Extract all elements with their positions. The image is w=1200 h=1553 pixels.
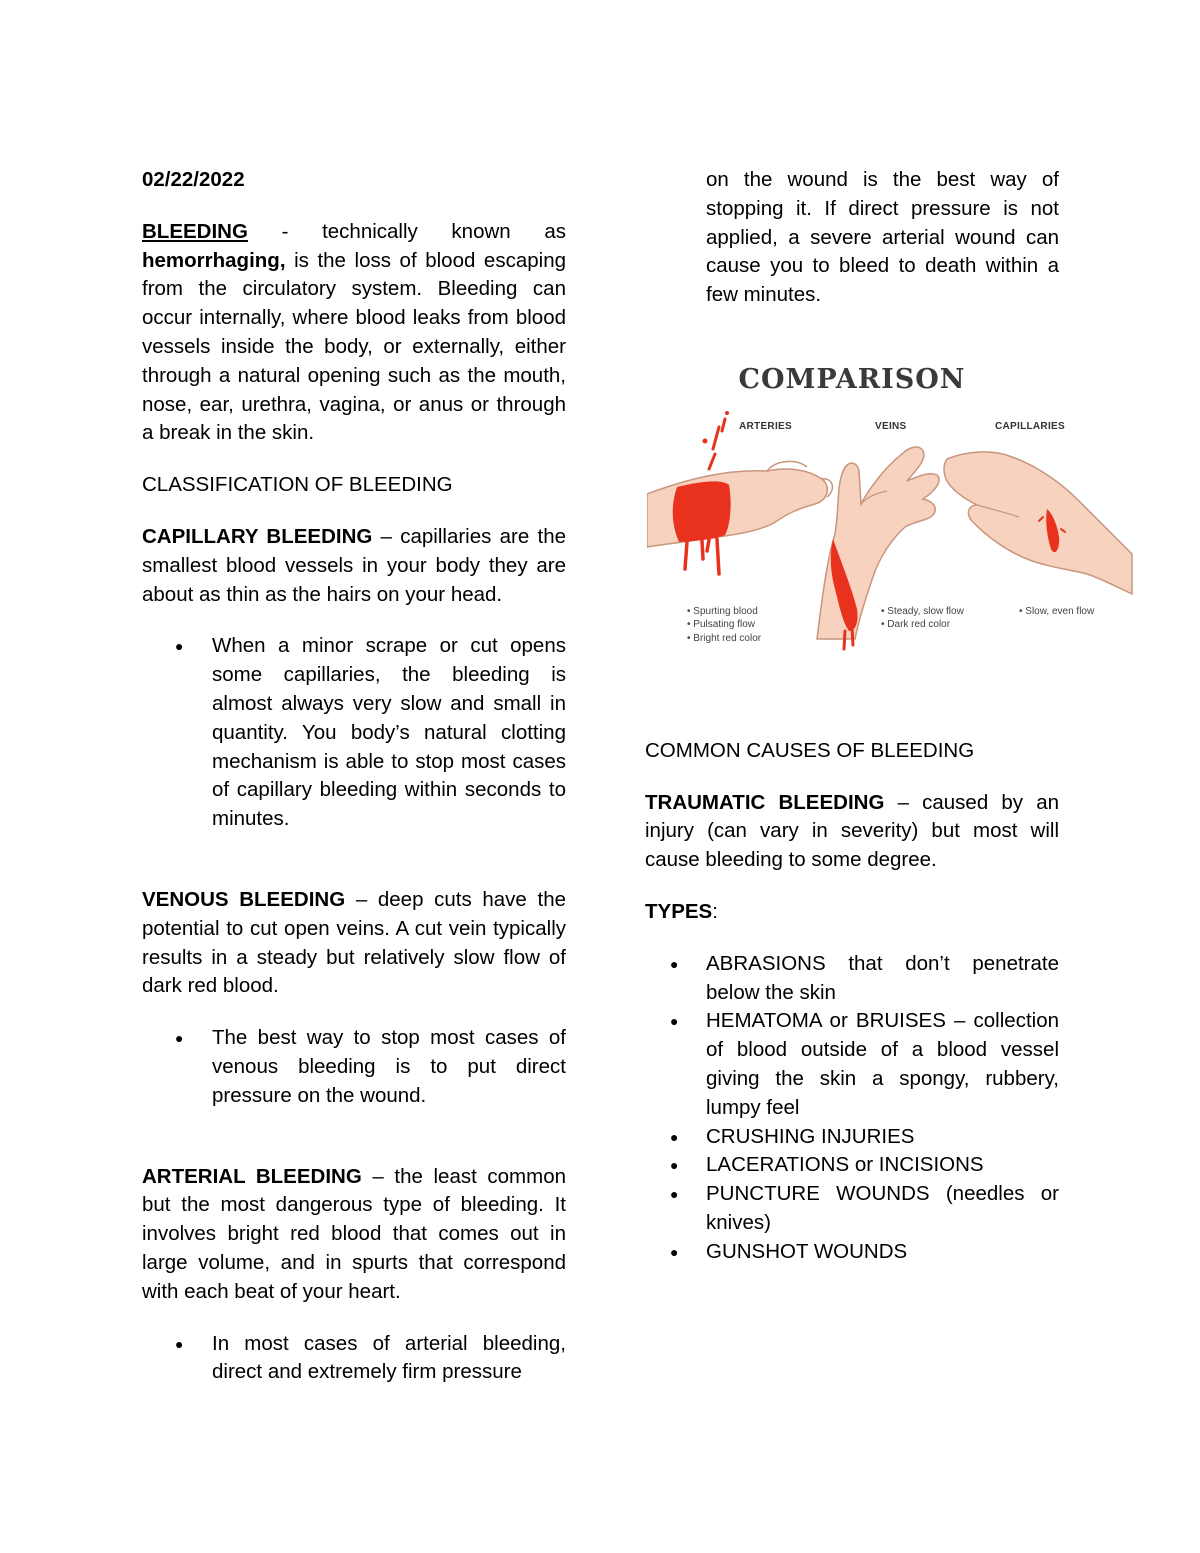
note-line: • Pulsating flow <box>687 619 755 631</box>
note-line: • Spurting blood <box>687 605 758 617</box>
list-item: ● PUNCTURE WOUNDS (needles or knives) <box>645 1180 1059 1238</box>
list-item: ● CRUSHING INJURIES <box>645 1123 1059 1152</box>
veins-notes <box>881 605 964 632</box>
traumatic-paragraph: TRAUMATIC BLEEDING – caused by an injury (can vary in severity) but most will cause bleeding to some degree. <box>645 790 1059 872</box>
arteries-blood <box>673 481 731 542</box>
classification-heading: CLASSIFICATION OF BLEEDING <box>142 473 453 497</box>
venous-paragraph: VENOUS BLEEDING – deep cuts have the potential to cut open veins. A cut vein typically results in a steady but relatively slow flow of dark red blood. <box>142 887 566 998</box>
capillaries-hand <box>944 452 1132 594</box>
causes-heading: COMMON CAUSES OF BLEEDING <box>645 738 975 762</box>
document-date: 02/22/2022 <box>142 168 245 191</box>
types-list <box>645 950 1059 1267</box>
comparison-figure <box>647 409 1137 659</box>
list-item: ● ABRASIONS that don’t penetrate below the skin <box>645 950 1059 1008</box>
arterial-paragraph: ARTERIAL BLEEDING – the least common but the most dangerous type of bleeding. It involves bright red blood that comes out in large volume, and in spurts that correspond with each beat of your heart. <box>142 1164 566 1303</box>
venous-bullet-list <box>142 1024 566 1110</box>
types-heading: TYPES: <box>645 899 718 923</box>
note-line: • Dark red color <box>881 619 951 631</box>
right-column <box>645 166 1095 1267</box>
capillaries-notes <box>1019 605 1094 619</box>
list-item: ● LACERATIONS or INCISIONS <box>645 1151 1059 1180</box>
list-item: ● The best way to stop most cases of venous bleeding is to put direct pressure on the wound. <box>142 1024 566 1110</box>
veins-label: VEINS <box>875 420 907 432</box>
list-item: ● In most cases of arterial bleeding, direct and extremely firm pressure <box>142 1330 566 1388</box>
figure-title: COMPARISON <box>738 363 966 395</box>
note-line: • Slow, even flow <box>1019 605 1095 617</box>
list-item: ● When a minor scrape or cut opens some capillaries, the bleeding is almost always very slow and small in quantity. You body’s natural clotting mechanism is able to stop most cases of capillary bleeding within seconds to minutes. <box>142 632 566 834</box>
arteries-label: ARTERIES <box>739 420 792 432</box>
capillary-paragraph: CAPILLARY BLEEDING – capillaries are the smallest blood vessels in your body they are about as thin as the hairs on your head. <box>142 524 566 606</box>
bleeding-term: BLEEDING <box>142 219 248 243</box>
arterial-bullet-continuation: on the wound is the best way of stopping it. If direct pressure is not applied, a severe arterial wound can cause you to bleed to death within a few minutes. <box>706 168 1059 307</box>
capillaries-label: CAPILLARIES <box>995 420 1065 432</box>
arteries-notes <box>687 605 761 646</box>
intro-paragraph: BLEEDING - technically known as hemorrhaging, is the loss of blood escaping from the circulatory system. Bleeding can occur internally, where blood leaks from blood vessels inside the body, or externally, either through a natural opening such as the mouth, nose, ear, urethra, vagina, or anus or through a break in the skin. <box>142 219 566 445</box>
hemorrhaging-term: hemorrhaging, <box>142 248 286 272</box>
list-item: ● GUNSHOT WOUNDS <box>645 1238 1059 1267</box>
note-line: • Steady, slow flow <box>881 605 964 617</box>
list-item: ● HEMATOMA or BRUISES – collection of blood outside of a blood vessel giving the skin a spongy, rubbery, lumpy feel <box>645 1007 1059 1122</box>
left-column <box>142 166 566 1387</box>
note-line: • Bright red color <box>687 632 762 644</box>
capillary-bullet-list <box>142 632 566 834</box>
arterial-bullet-list <box>142 1330 566 1388</box>
